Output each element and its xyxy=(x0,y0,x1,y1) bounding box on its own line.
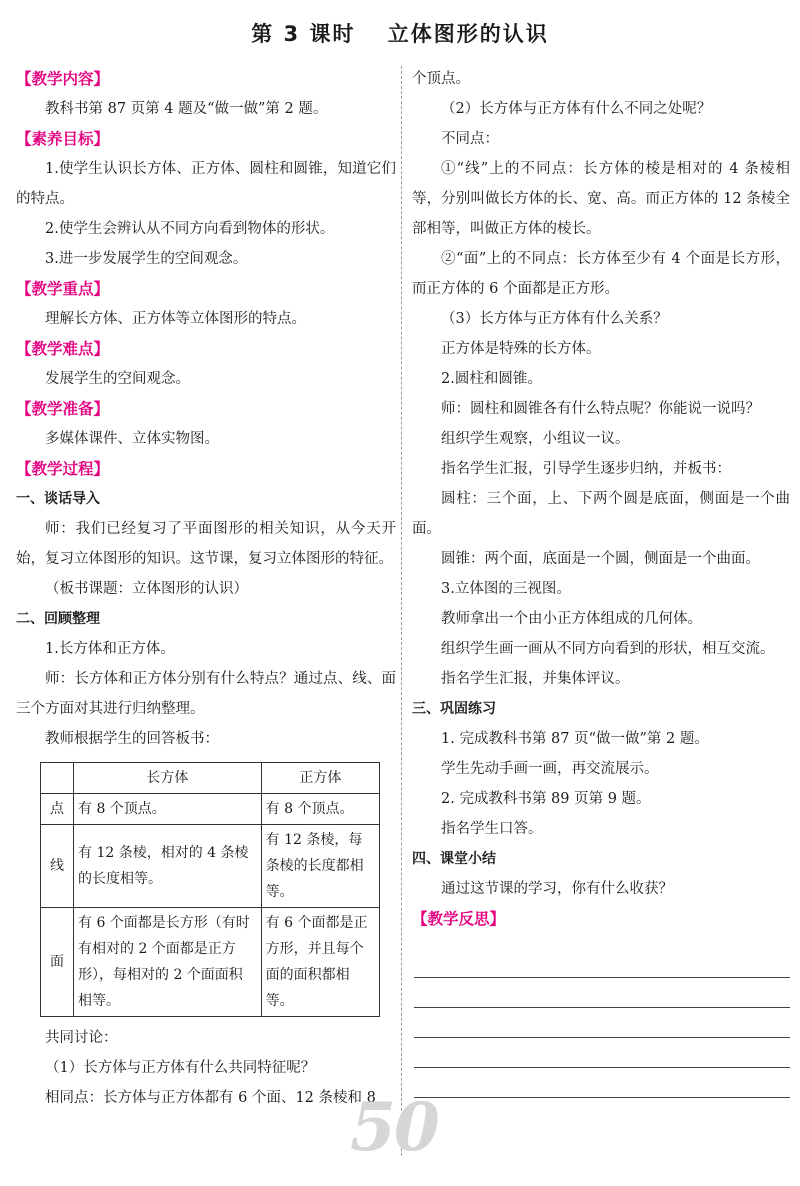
table-row xyxy=(41,794,380,825)
three-views-report: 指名学生汇报，并集体评议。 xyxy=(441,671,630,687)
heading-goals: 【素养目标】 xyxy=(16,130,110,148)
writing-line xyxy=(414,1038,790,1068)
row-label-edges: 线 xyxy=(41,825,74,908)
practice-1-note: 学生先动手画一画，再交流展示。 xyxy=(441,761,659,777)
preparation-text: 多媒体课件、立体实物图。 xyxy=(45,431,219,447)
goal-3: 3.进一步发展学生的空间观念。 xyxy=(45,251,248,267)
page-number: 50 xyxy=(350,1088,438,1166)
difference-faces: ②“面”上的不同点：长方体至少有 4 个面是长方形，而正方体的 6 个面都是正方形。 xyxy=(412,251,790,297)
row-label-vertices: 点 xyxy=(41,794,74,825)
difficulties-text: 发展学生的空间观念。 xyxy=(45,371,190,387)
table-cell: 有 12 条棱，相对的 4 条棱的长度相等。 xyxy=(74,825,262,908)
cylinder-cone-observe: 组织学生观察，小组议一议。 xyxy=(441,431,630,447)
heading-key-points: 【教学重点】 xyxy=(16,280,110,298)
section-review: 二、回顾整理 xyxy=(16,611,100,627)
review-question: 师：长方体和正方体分别有什么特点？通过点、线、面三个方面对其进行归纳整理。 xyxy=(16,671,396,717)
table-corner-cell xyxy=(41,763,74,794)
table-row xyxy=(41,825,380,908)
review-item-2: 2.圆柱和圆锥。 xyxy=(441,371,542,387)
heading-difficulties: 【教学难点】 xyxy=(16,340,110,358)
intro-board-title: （板书课题：立体图形的认识） xyxy=(45,581,248,597)
discussion-question-3: （3）长方体与正方体有什么关系？ xyxy=(441,311,668,327)
difference-edges: ①“线”上的不同点：长方体的棱是相对的 4 条棱相等，分别叫做长方体的长、宽、高。而正方体的 12 条棱全部相等，叫做正方体的棱长。 xyxy=(412,161,790,237)
reflection-writing-lines xyxy=(412,948,790,1098)
teaching-content-text: 教科书第 87 页第 4 题及“做一做”第 2 题。 xyxy=(45,101,328,117)
discussion-question-2: （2）长方体与正方体有什么不同之处呢？ xyxy=(441,101,712,117)
cylinder-cone-report: 指名学生汇报，引导学生逐步归纳，并板书： xyxy=(441,461,731,477)
cylinder-definition: 圆柱：三个面，上、下两个圆是底面，侧面是一个曲面。 xyxy=(412,491,790,537)
comparison-table xyxy=(40,762,380,1017)
table-head-cube: 正方体 xyxy=(261,763,379,794)
three-views-demo: 教师拿出一个由小正方体组成的几何体。 xyxy=(441,611,702,627)
table-cell: 有 6 个面都是长方形（有时有相对的 2 个面都是正方形），每相对的 2 个面面积相等。 xyxy=(74,908,262,1017)
heading-reflection: 【教学反思】 xyxy=(412,910,506,928)
review-item-3: 3.立体图的三视图。 xyxy=(441,581,571,597)
practice-2-note: 指名学生口答。 xyxy=(441,821,543,837)
table-cell: 有 6 个面都是正方形，并且每个面的面积都相等。 xyxy=(261,908,379,1017)
three-views-draw: 组织学生画一画从不同方向看到的形状，相互交流。 xyxy=(441,641,775,657)
heading-teaching-content: 【教学内容】 xyxy=(16,70,110,88)
table-row xyxy=(41,763,380,794)
table-row xyxy=(41,908,380,1017)
cone-definition: 圆锥：两个面，底面是一个圆，侧面是一个曲面。 xyxy=(441,551,760,567)
review-board-note: 教师根据学生的回答板书： xyxy=(45,731,219,747)
writing-line xyxy=(414,1008,790,1038)
discussion-similarities: 相同点：长方体与正方体都有 6 个面、12 条棱和 8 xyxy=(45,1090,376,1106)
differences-label: 不同点： xyxy=(441,131,499,147)
writing-line xyxy=(414,978,790,1008)
review-item-1: 1.长方体和正方体。 xyxy=(45,641,175,657)
cylinder-cone-question: 师：圆柱和圆锥各有什么特点呢？你能说一说吗？ xyxy=(441,401,760,417)
intro-paragraph: 师：我们已经复习了平面图形的相关知识，从今天开始，复习立体图形的知识。这节课，复习立体图形的特征。 xyxy=(16,521,396,567)
goal-1: 1.使学生认识长方体、正方体、圆柱和圆锥，知道它们的特点。 xyxy=(16,161,396,207)
right-column xyxy=(412,64,790,1098)
heading-process: 【教学过程】 xyxy=(16,460,110,478)
page-title: 第 3 课时 立体图形的认识 xyxy=(251,22,549,46)
table-cell: 有 8 个顶点。 xyxy=(261,794,379,825)
left-column xyxy=(16,64,396,1113)
row-label-faces: 面 xyxy=(41,908,74,1017)
section-practice: 三、巩固练习 xyxy=(412,701,496,717)
column-divider xyxy=(401,66,402,1156)
discussion-label: 共同讨论： xyxy=(45,1030,118,1046)
section-intro: 一、谈话导入 xyxy=(16,491,100,507)
table-cell: 有 8 个顶点。 xyxy=(74,794,262,825)
practice-1: 1. 完成教科书第 87 页“做一做”第 2 题。 xyxy=(441,731,709,747)
heading-preparation: 【教学准备】 xyxy=(16,400,110,418)
writing-line xyxy=(414,1068,790,1098)
similarities-continued: 个顶点。 xyxy=(412,71,470,87)
practice-2: 2. 完成教科书第 89 页第 9 题。 xyxy=(441,791,651,807)
discussion-answer-3: 正方体是特殊的长方体。 xyxy=(441,341,601,357)
goal-2: 2.使学生会辨认从不同方向看到物体的形状。 xyxy=(45,221,335,237)
writing-line xyxy=(414,948,790,978)
key-points-text: 理解长方体、正方体等立体图形的特点。 xyxy=(45,311,306,327)
discussion-question-1: （1）长方体与正方体有什么共同特征呢？ xyxy=(45,1060,316,1076)
table-head-cuboid: 长方体 xyxy=(74,763,262,794)
summary-question: 通过这节课的学习，你有什么收获？ xyxy=(441,881,673,897)
section-summary: 四、课堂小结 xyxy=(412,851,496,867)
table-cell: 有 12 条棱，每条棱的长度都相等。 xyxy=(261,825,379,908)
